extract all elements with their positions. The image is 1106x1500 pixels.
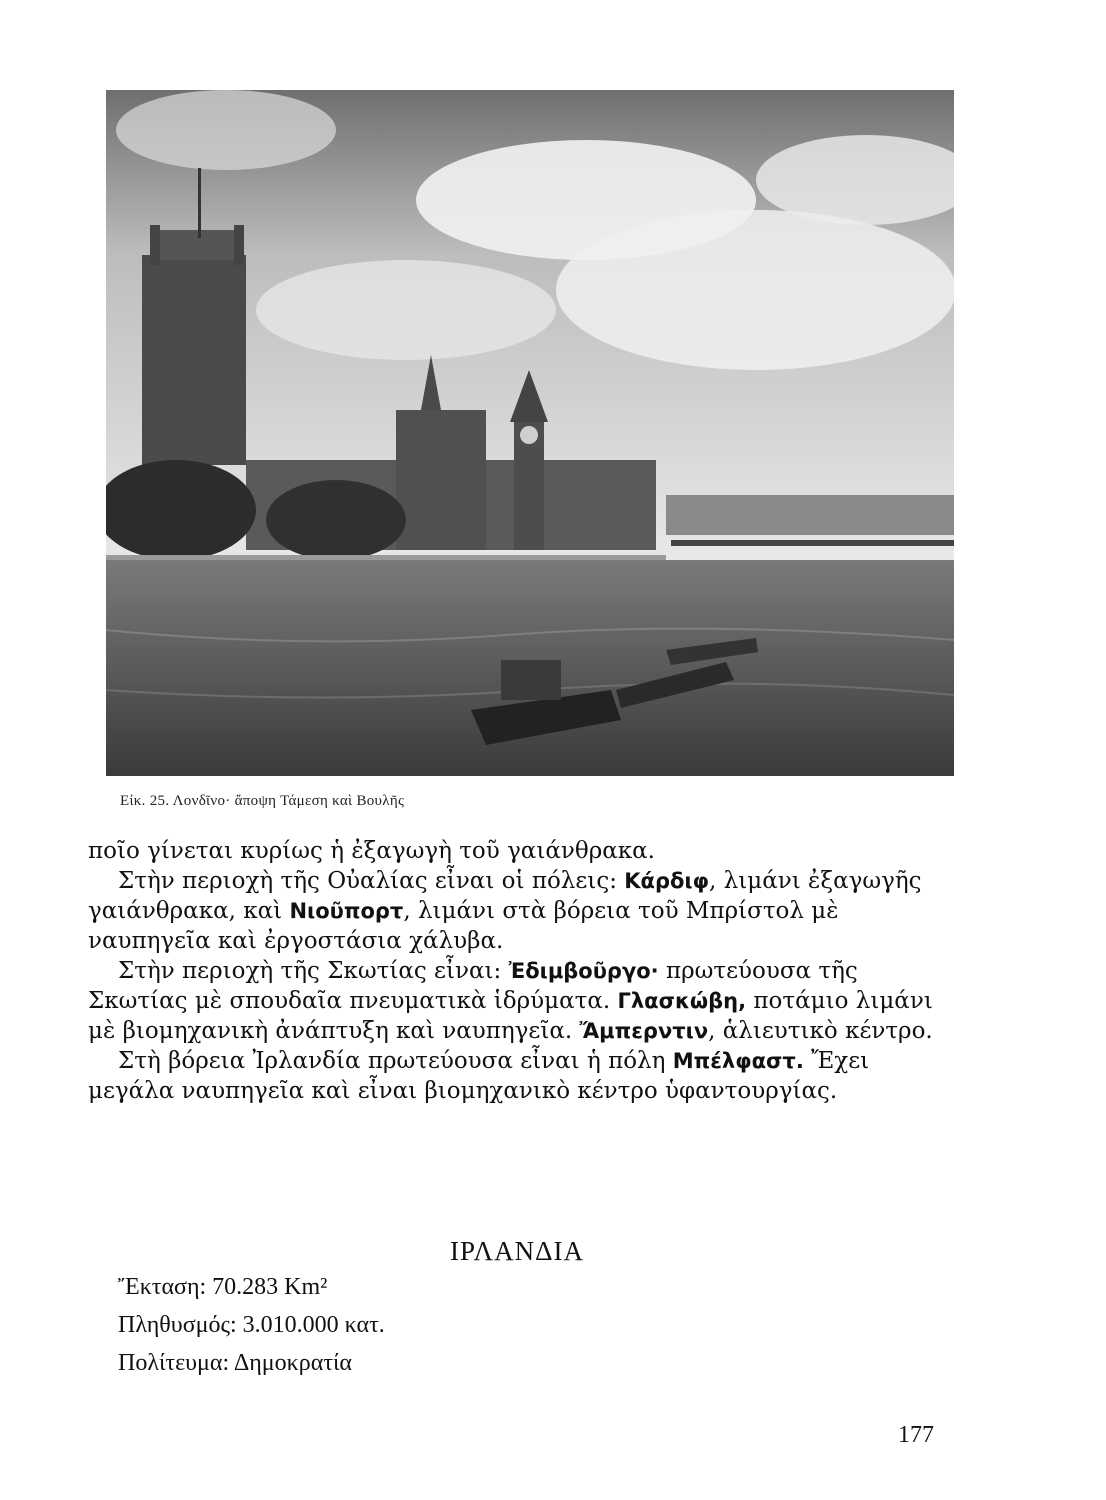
paragraph-4	[88, 1046, 954, 1106]
paragraph-3-text-d: , ἁλιευτικὸ κέντρο.	[708, 1018, 933, 1044]
paragraph-2-text-c: , λιμάνι στὰ βόρεια τοῦ Μπρίστολ μὲ ναυπηγεῖα καὶ ἐργοστάσια χάλυβα.	[88, 898, 839, 954]
paragraph-4-text-b: Ἔχει μεγάλα ναυπηγεῖα καὶ εἶναι βιομηχανικὸ κέντρο ὑφαντουργίας.	[88, 1048, 870, 1104]
page-number: 177	[898, 1422, 934, 1448]
city-newport: Νιοῦπορτ	[289, 899, 404, 923]
paragraph-4-text-a: Στὴ βόρεια Ἰρλανδία πρωτεύουσα εἶναι ἡ πόλη	[118, 1048, 673, 1074]
paragraph-3-text-c: ποτάμιο λιμάνι μὲ βιομηχανικὴ ἀνάπτυξη καὶ ναυπηγεῖα.	[88, 988, 933, 1044]
city-glasgow: Γλασκώβη,	[617, 989, 747, 1013]
paragraph-2-text-a: Στὴν περιοχὴ τῆς Οὐαλίας εἶναι οἱ πόλεις:	[118, 868, 625, 894]
fact-area: Ἔκταση: 70.283 Km²	[118, 1274, 328, 1300]
city-aberdeen: Ἄμπερντιν	[579, 1019, 709, 1043]
ireland-facts	[118, 1268, 385, 1382]
fact-population: Πληθυσμός: 3.010.000 κατ.	[118, 1312, 385, 1338]
paragraph-2	[88, 866, 954, 956]
city-edinburgh: Ἐδιμβοῦργο·	[508, 959, 659, 983]
figure-caption: Εἰκ. 25. Λονδῖνο· ἄποψη Τάμεση καὶ Βουλῆς	[120, 793, 405, 809]
section-heading-ireland: ΙΡΛΑΝΔΙΑ	[450, 1236, 584, 1266]
fact-government: Πολίτευμα: Δημοκρατία	[118, 1350, 352, 1376]
paragraph-1-text: ποῖο γίνεται κυρίως ἡ ἐξαγωγὴ τοῦ γαιάνθρακα.	[88, 838, 655, 864]
body-text	[88, 836, 954, 1106]
photo-illustration	[106, 90, 954, 776]
photo-westminster-thames	[106, 90, 954, 776]
paragraph-1	[88, 836, 954, 866]
city-belfast: Μπέλφαστ.	[672, 1049, 804, 1073]
paragraph-3-text-b: πρωτεύουσα τῆς Σκωτίας μὲ σπουδαῖα πνευματικὰ ἱδρύματα.	[88, 958, 858, 1014]
paragraph-3	[88, 956, 954, 1046]
city-cardiff: Κάρδιφ	[624, 869, 710, 893]
paragraph-3-text-a: Στὴν περιοχὴ τῆς Σκωτίας εἶναι:	[118, 958, 509, 984]
paragraph-2-text-b: , λιμάνι ἐξαγωγῆς γαιάνθρακα, καὶ	[88, 868, 922, 924]
